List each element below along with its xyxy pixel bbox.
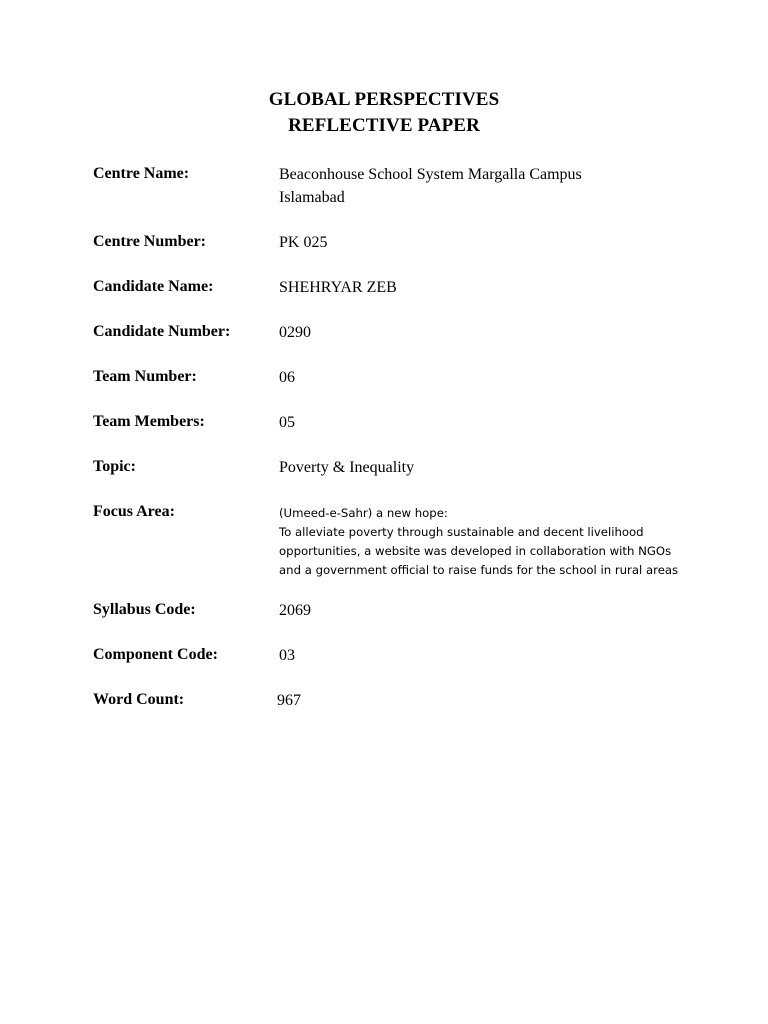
centre-number-label: Centre Number: xyxy=(93,233,207,250)
focus-area-label: Focus Area: xyxy=(93,503,175,520)
centre-number-value: PK 025 xyxy=(279,234,328,251)
syllabus-code-label: Syllabus Code: xyxy=(93,601,196,618)
candidate-name-value: SHEHRYAR ZEB xyxy=(279,279,397,296)
document-subtitle: REFLECTIVE PAPER xyxy=(288,115,480,136)
topic-value: Poverty & Inequality xyxy=(279,459,415,476)
component-code-label: Component Code: xyxy=(93,646,218,663)
team-number-label: Team Number: xyxy=(93,368,197,385)
candidate-number-label: Candidate Number: xyxy=(93,323,231,340)
word-count-label: Word Count: xyxy=(93,691,185,708)
focus-area-line: and a government official to raise funds for the school in rural areas xyxy=(279,563,679,577)
focus-area-line: opportunities, a website was developed in collaboration with NGOs xyxy=(279,544,672,558)
focus-area-line: To alleviate poverty through sustainable and decent livelihood xyxy=(279,525,644,539)
focus-area-heading: (Umeed-e-Sahr) a new hope: xyxy=(279,506,448,520)
team-members-label: Team Members: xyxy=(93,413,205,430)
topic-label: Topic: xyxy=(93,458,136,475)
candidate-name-label: Candidate Name: xyxy=(93,278,214,295)
centre-name-value-continued: Islamabad xyxy=(279,189,345,206)
syllabus-code-value: 2069 xyxy=(279,602,311,619)
document-title: GLOBAL PERSPECTIVES xyxy=(268,89,500,110)
candidate-number-value: 0290 xyxy=(279,324,311,341)
component-code-value: 03 xyxy=(279,647,295,664)
team-number-value: 06 xyxy=(279,369,295,386)
centre-name-label: Centre Name: xyxy=(93,165,190,182)
team-members-value: 05 xyxy=(279,414,295,431)
word-count-value: 967 xyxy=(277,692,301,709)
centre-name-value: Beaconhouse School System Margalla Campus xyxy=(279,166,582,183)
